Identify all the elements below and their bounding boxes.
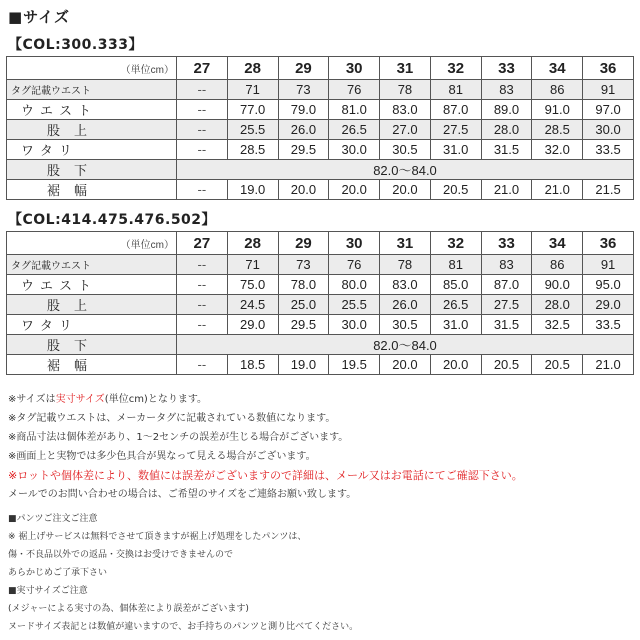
table-row	[7, 315, 634, 335]
pants-acknowledge-note: あらかじめご了承下さい	[8, 568, 108, 578]
note-individual-difference: ※商品寸法は個体差があり、1〜2センチの誤差が生じる場合がございます。	[8, 432, 349, 443]
actual-size-measure-note: (メジャーによる実寸の為、個体差により誤差がございます)	[8, 604, 249, 614]
table-row	[7, 120, 634, 140]
value-cell: 26.0	[278, 120, 329, 140]
value-cell: 31.5	[481, 140, 532, 160]
size-header-cell: 32	[430, 57, 481, 80]
size-notes	[8, 390, 632, 504]
size-header-cell: 30	[329, 57, 380, 80]
table-row	[7, 335, 634, 355]
value-cell: 83.0	[380, 100, 431, 120]
value-cell: 20.5	[532, 355, 583, 375]
value-cell: 89.0	[481, 100, 532, 120]
note-contact-warning: ※ロットや個体差により、数値には誤差がございますので詳細は、メール又はお電話にてご確認下さい。	[8, 469, 523, 482]
value-cell: --	[177, 100, 228, 120]
value-cell: 28.5	[532, 120, 583, 140]
row-label: タグ記載ウエスト	[7, 80, 177, 100]
value-cell: 19.0	[278, 355, 329, 375]
value-cell: 18.5	[227, 355, 278, 375]
value-cell: 31.0	[430, 315, 481, 335]
size-header-cell: 36	[583, 57, 634, 80]
value-cell: 29.5	[278, 140, 329, 160]
value-cell: --	[177, 80, 228, 100]
value-cell: 91	[583, 80, 634, 100]
value-cell: 78	[380, 255, 431, 275]
value-cell: --	[177, 255, 228, 275]
value-cell: 27.5	[430, 120, 481, 140]
table-row	[7, 100, 634, 120]
value-cell: 20.0	[329, 180, 380, 200]
value-cell: 20.0	[278, 180, 329, 200]
row-label: 股上	[7, 120, 177, 140]
value-cell: 91.0	[532, 100, 583, 120]
value-cell: --	[177, 355, 228, 375]
value-cell: 90.0	[532, 275, 583, 295]
value-cell: 21.0	[583, 355, 634, 375]
row-label: ウエスト	[7, 100, 177, 120]
value-cell: 25.5	[329, 295, 380, 315]
row-label: 股上	[7, 295, 177, 315]
merged-value-cell: 82.0〜84.0	[177, 160, 634, 180]
value-cell: 30.5	[380, 315, 431, 335]
row-label: ワタリ	[7, 140, 177, 160]
value-cell: 29.0	[583, 295, 634, 315]
value-cell: 26.5	[430, 295, 481, 315]
value-cell: 21.0	[481, 180, 532, 200]
value-cell: 30.0	[329, 315, 380, 335]
row-label: 股下	[7, 335, 177, 355]
value-cell: --	[177, 315, 228, 335]
value-cell: 32.0	[532, 140, 583, 160]
value-cell: 25.5	[227, 120, 278, 140]
value-cell: 20.5	[481, 355, 532, 375]
size-header-cell: 30	[329, 232, 380, 255]
value-cell: 30.0	[329, 140, 380, 160]
size-header-cell: 33	[481, 232, 532, 255]
pants-order-heading: ■パンツご注文ご注意	[8, 514, 98, 524]
value-cell: 78	[380, 80, 431, 100]
size-header-cell: 34	[532, 57, 583, 80]
row-label: 裾幅	[7, 355, 177, 375]
value-cell: 81	[430, 255, 481, 275]
value-cell: 21.5	[583, 180, 634, 200]
value-cell: 20.0	[380, 180, 431, 200]
value-cell: 28.0	[481, 120, 532, 140]
value-cell: 81	[430, 80, 481, 100]
actual-size-heading: ■実寸サイズご注意	[8, 586, 88, 596]
value-cell: 87.0	[481, 275, 532, 295]
size-header-row	[7, 57, 634, 80]
value-cell: 83.0	[380, 275, 431, 295]
value-cell: 87.0	[430, 100, 481, 120]
size-table-col-300-333	[6, 56, 634, 200]
size-header-cell: 31	[380, 232, 431, 255]
value-cell: 85.0	[430, 275, 481, 295]
value-cell: 26.5	[329, 120, 380, 140]
size-header-row	[7, 232, 634, 255]
table-row	[7, 140, 634, 160]
table-row	[7, 180, 634, 200]
pants-order-notes	[8, 510, 632, 636]
value-cell: 31.5	[481, 315, 532, 335]
value-cell: 71	[227, 80, 278, 100]
size-header-cell: 31	[380, 57, 431, 80]
value-cell: 73	[278, 255, 329, 275]
value-cell: --	[177, 275, 228, 295]
pants-hemming-note: ※ 裾上げサービスは無料でさせて頂きますが裾上げ処理をしたパンツは、	[8, 532, 307, 542]
value-cell: 76	[329, 255, 380, 275]
row-label: タグ記載ウエスト	[7, 255, 177, 275]
value-cell: 33.5	[583, 140, 634, 160]
size-header-cell: 27	[177, 57, 228, 80]
value-cell: 86	[532, 80, 583, 100]
size-header-cell: 29	[278, 232, 329, 255]
value-cell: 27.0	[380, 120, 431, 140]
value-cell: 79.0	[278, 100, 329, 120]
size-header-cell: 32	[430, 232, 481, 255]
value-cell: 29.0	[227, 315, 278, 335]
table-heading-col-300-333: 【COL:300.333】	[8, 37, 143, 53]
value-cell: 21.0	[532, 180, 583, 200]
value-cell: 29.5	[278, 315, 329, 335]
value-cell: 33.5	[583, 315, 634, 335]
size-header-cell: 33	[481, 57, 532, 80]
value-cell: 32.5	[532, 315, 583, 335]
value-cell: 26.0	[380, 295, 431, 315]
value-cell: 30.5	[380, 140, 431, 160]
table-row	[7, 160, 634, 180]
value-cell: 77.0	[227, 100, 278, 120]
table-row	[7, 255, 634, 275]
value-cell: 86	[532, 255, 583, 275]
value-cell: 80.0	[329, 275, 380, 295]
row-label: ワタリ	[7, 315, 177, 335]
value-cell: 19.0	[227, 180, 278, 200]
value-cell: 28.0	[532, 295, 583, 315]
size-header-cell: 27	[177, 232, 228, 255]
size-header-cell: 28	[227, 232, 278, 255]
table-row	[7, 275, 634, 295]
note-color-difference: ※画面上と実物では多少色具合が異なって見える場合がございます。	[8, 451, 316, 462]
value-cell: 97.0	[583, 100, 634, 120]
value-cell: 27.5	[481, 295, 532, 315]
value-cell: 76	[329, 80, 380, 100]
pants-return-note: 傷・不良品以外での返品・交換はお受けできませんので	[8, 550, 234, 560]
size-header-cell: 36	[583, 232, 634, 255]
row-label: 股下	[7, 160, 177, 180]
table-heading-col-414-475-476-502: 【COL:414.475.476.502】	[8, 212, 217, 228]
value-cell: 20.0	[380, 355, 431, 375]
value-cell: 20.0	[430, 355, 481, 375]
value-cell: --	[177, 140, 228, 160]
value-cell: --	[177, 295, 228, 315]
unit-header-cell: （単位cm）	[7, 57, 177, 80]
note-email-inquiry: メールでのお問い合わせの場合は、ご希望のサイズをご連絡お願い致します。	[8, 489, 357, 500]
value-cell: 83	[481, 80, 532, 100]
unit-header-cell: （単位cm）	[7, 232, 177, 255]
value-cell: 28.5	[227, 140, 278, 160]
size-header-cell: 29	[278, 57, 329, 80]
value-cell: --	[177, 120, 228, 140]
value-cell: 31.0	[430, 140, 481, 160]
value-cell: 24.5	[227, 295, 278, 315]
size-table-col-414-475-476-502	[6, 231, 634, 375]
value-cell: 71	[227, 255, 278, 275]
note-tag-waist: ※タグ記載ウエストは、メーカータグに記載されている数値になります。	[8, 413, 336, 424]
note-actual-size: ※サイズは実寸サイズ(単位cm)となります。	[8, 394, 208, 405]
value-cell: 81.0	[329, 100, 380, 120]
value-cell: 25.0	[278, 295, 329, 315]
value-cell: 73	[278, 80, 329, 100]
size-header-cell: 28	[227, 57, 278, 80]
row-label: ウエスト	[7, 275, 177, 295]
row-label: 裾幅	[7, 180, 177, 200]
nude-size-note: ヌードサイズ表記とは数値が違いますので、お手持ちのパンツと測り比べてください。	[8, 622, 359, 632]
merged-value-cell: 82.0〜84.0	[177, 335, 634, 355]
table-row	[7, 80, 634, 100]
value-cell: --	[177, 180, 228, 200]
page-title: ■サイズ	[8, 8, 70, 26]
value-cell: 91	[583, 255, 634, 275]
value-cell: 78.0	[278, 275, 329, 295]
value-cell: 75.0	[227, 275, 278, 295]
value-cell: 19.5	[329, 355, 380, 375]
size-header-cell: 34	[532, 232, 583, 255]
table-row	[7, 295, 634, 315]
value-cell: 20.5	[430, 180, 481, 200]
table-row	[7, 355, 634, 375]
value-cell: 95.0	[583, 275, 634, 295]
value-cell: 83	[481, 255, 532, 275]
value-cell: 30.0	[583, 120, 634, 140]
